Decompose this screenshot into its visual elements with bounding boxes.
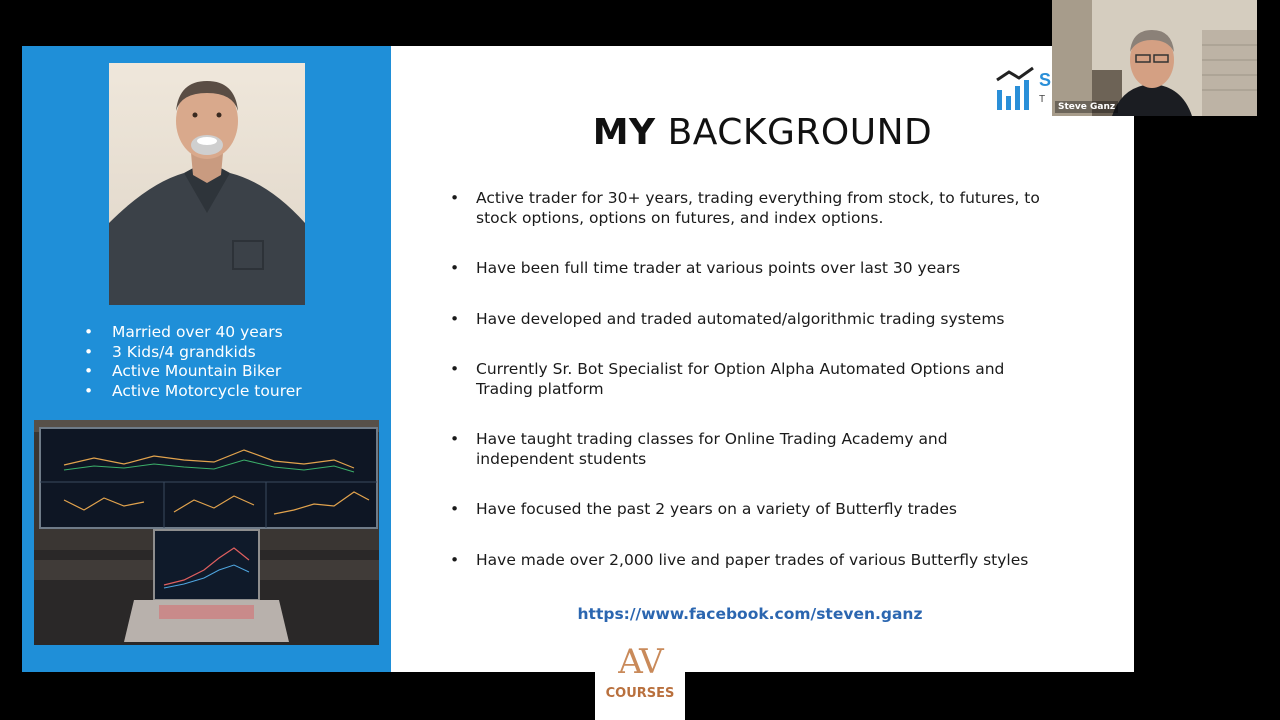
participant-name: Steve Ganz — [1055, 101, 1118, 113]
list-item: • Have developed and traded automated/algorithmic trading systems — [450, 310, 1050, 330]
list-item: • Married over 40 years — [84, 323, 302, 343]
watermark-text: COURSES — [605, 686, 675, 701]
list-item: • Have made over 2,000 live and paper trades of various Butterfly styles — [450, 551, 1050, 571]
title-rest: BACKGROUND — [655, 112, 933, 153]
logo-letter: S — [1039, 70, 1052, 90]
list-item: • Have focused the past 2 years on a variety of Butterfly trades — [450, 500, 1050, 520]
list-item: • Currently Sr. Bot Specialist for Option Alpha Automated Options and Trading platform — [450, 360, 1050, 399]
list-item: • 3 Kids/4 grandkids — [84, 343, 302, 363]
webcam-thumbnail[interactable] — [1052, 0, 1257, 116]
list-item: • Have been full time trader at various points over last 30 years — [450, 259, 1050, 279]
left-panel — [22, 46, 391, 672]
company-logo-icon — [995, 66, 1055, 112]
slide-title — [390, 112, 1135, 153]
title-bold: MY — [592, 112, 656, 153]
av-courses-watermark — [595, 636, 685, 720]
list-item: • Active Motorcycle tourer — [84, 382, 302, 402]
logo-sub-letter: T — [1039, 94, 1046, 105]
personal-facts-list — [84, 323, 302, 401]
list-item: • Have taught trading classes for Online Trading Academy and independent students — [450, 430, 1050, 469]
trading-desk-photo — [34, 420, 379, 645]
list-item: • Active Mountain Biker — [84, 362, 302, 382]
list-item: • Active trader for 30+ years, trading everything from stock, to futures, to stock options, options on futures, and index options. — [450, 189, 1050, 228]
presenter-photo — [109, 63, 305, 305]
watermark-mark: AV — [618, 642, 662, 682]
facebook-link[interactable]: https://www.facebook.com/steven.ganz — [577, 605, 923, 623]
background-list — [450, 189, 1050, 570]
